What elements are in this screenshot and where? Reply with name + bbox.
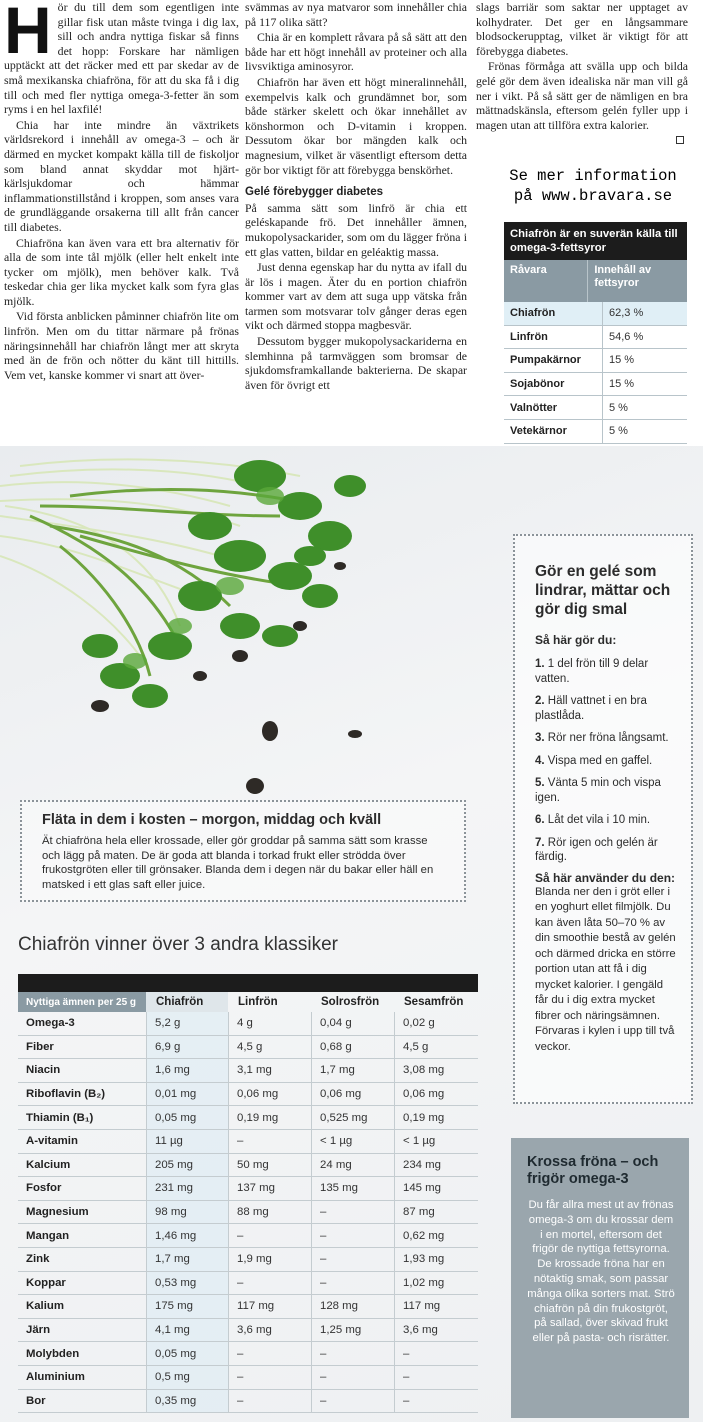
omega3-table-header: Råvara Innehåll av fettsyror — [504, 260, 687, 302]
nutrient-value: < 1 µg — [394, 1130, 478, 1153]
table-row — [18, 1201, 478, 1225]
paragraph: Chia är en komplett råvara på så sätt att den både har ett högt innehåll av proteiner och alla livsviktiga aminosyror. — [245, 30, 467, 74]
nutrient-value: 1,7 mg — [146, 1248, 228, 1271]
omega3-table-title: Chiafrön är en suverän källa till omega-3-fettsyror — [504, 222, 687, 260]
table-row — [18, 1390, 478, 1414]
paragraph: På samma sätt som linfrö är chia ett geléskapande frö. Det innehåller ämnen, mukopolysackarider, som om du lägger fröna i ett glas vatten, bildar en geléaktig massa. — [245, 200, 467, 259]
nutrient-value: – — [311, 1342, 394, 1365]
list-item: 1. 1 del frön till 9 delar vatten. — [535, 658, 649, 685]
nutrient-value: – — [311, 1248, 394, 1271]
nutrient-value: 11 µg — [146, 1130, 228, 1153]
nutrient-value: 0,53 mg — [146, 1272, 228, 1295]
nutrient-value: – — [311, 1224, 394, 1247]
nutrient-value: 0,525 mg — [311, 1106, 394, 1129]
nutrient-name: Kalium — [26, 1300, 64, 1313]
nutrient-value: – — [311, 1272, 394, 1295]
nutrient-value: – — [228, 1366, 311, 1389]
nutrient-value: 117 mg — [394, 1295, 478, 1318]
crush-seeds-title: Krossa fröna – och frigör omega-3 — [527, 1154, 659, 1187]
nutrient-value: 4,1 mg — [146, 1319, 228, 1342]
nutrient-value: 0,62 mg — [394, 1224, 478, 1247]
nutrient-value: 0,01 mg — [146, 1083, 228, 1106]
table-row: Pumpakärnor 15 % — [504, 349, 687, 373]
list-item: 6. Låt det vila i 10 min. — [535, 814, 651, 826]
nutrient-value: 1,6 mg — [146, 1059, 228, 1082]
diet-tip-text: Ät chiafröna hela eller krossade, eller gör groddar på samma sätt som krasse och lägg på maten. De är goda att blanda i torkad frukt eller strödda över frukostgröten eller till grönsaker. Blanda dem i degen när du bakar eller häll en matsked i ett glas saft eller juice. — [42, 835, 434, 891]
table-row — [18, 1248, 478, 1272]
nutrient-value: 6,9 g — [146, 1036, 228, 1059]
nutrient-name: Riboflavin (B₂) — [26, 1088, 106, 1101]
nutrient-value: 145 mg — [394, 1177, 478, 1200]
recipe-how-heading: Så här gör du: — [535, 633, 617, 647]
nutrient-value: – — [228, 1224, 311, 1247]
nutrient-name: Fosfor — [26, 1182, 62, 1195]
crush-seeds-box — [511, 1138, 689, 1418]
omega3-table — [504, 222, 687, 444]
nutrient-value: 231 mg — [146, 1177, 228, 1200]
drop-cap: H — [4, 0, 52, 67]
nutrient-value: 1,25 mg — [311, 1319, 394, 1342]
nutrient-value: 0,05 mg — [146, 1106, 228, 1129]
list-item: 4. Vispa med en gaffel. — [535, 754, 653, 767]
article-column-2 — [245, 0, 467, 393]
nutrient-name: Zink — [26, 1253, 50, 1266]
table-row — [18, 1106, 478, 1130]
nutrient-value: 1,9 mg — [228, 1248, 311, 1271]
nutrient-value: – — [228, 1272, 311, 1295]
paragraph: Just denna egenskap har du nytta av ifall du är lös i magen. Äter du en portion chiafrön kommer vart av dem att suga upp vätska från tarmen som motsvarar tolv gånger deras egen vikt och därmed stoppa magbesvär. — [245, 260, 467, 333]
nutrient-value: – — [311, 1390, 394, 1413]
nutrient-value: 0,35 mg — [146, 1390, 228, 1413]
nutrient-value: 3,1 mg — [228, 1059, 311, 1082]
nutrient-value: 0,05 mg — [146, 1342, 228, 1365]
nutrient-value: 3,08 mg — [394, 1059, 478, 1082]
table-row — [18, 1177, 478, 1201]
table-row — [18, 1059, 478, 1083]
paragraph: Chiafröna kan även vara ett bra alternativ för alla de som inte tål mjölk (eller helt enkelt inte tycker om mjölk), men behöver kalk. Två teskedar chia ger lika mycket kalk som fyra glas mjölk. — [4, 235, 239, 308]
table-row — [18, 1083, 478, 1107]
nutrient-name: Bor — [26, 1394, 46, 1407]
nutrient-value: 175 mg — [146, 1295, 228, 1318]
table-row — [18, 1224, 478, 1248]
nutrient-value: – — [394, 1366, 478, 1389]
nutrient-name: Kalcium — [26, 1158, 71, 1171]
nutrient-value: 135 mg — [311, 1177, 394, 1200]
table-row: Valnötter 5 % — [504, 396, 687, 420]
nutrient-value: 5,2 g — [146, 1012, 228, 1035]
paragraph: Hör du till dem som egentligen inte gillar fisk utan måste tvinga i dig lax, sill och andra nyttiga fiskar så finns det hopp: Forskare har nämligen upptäckt att det räcker med ett par skedar av de små mexikanska chiafröna, för att du ska få i dig till och med fler nyttiga omega-3-fetter än som ryms i en hel laxfilé! — [4, 0, 239, 117]
nutrient-value: 24 mg — [311, 1154, 394, 1177]
nutrient-value: 234 mg — [394, 1154, 478, 1177]
nutrition-table-title: Chiafrön vinner över 3 andra klassiker — [18, 934, 338, 955]
diet-tip-title: Fläta in dem i kosten – morgon, middag och kväll — [42, 812, 382, 828]
see-more-link[interactable]: Se mer information på www.bravara.se — [509, 167, 677, 205]
nutrient-name: Fiber — [26, 1040, 54, 1053]
nutrient-name: Järn — [26, 1324, 51, 1337]
nutrient-value: 0,06 mg — [394, 1083, 478, 1106]
nutrient-value: – — [394, 1390, 478, 1413]
nutrient-value: 98 mg — [146, 1201, 228, 1224]
nutrient-value: 50 mg — [228, 1154, 311, 1177]
table-row: Linfrön 54,6 % — [504, 326, 687, 350]
recipe-box — [513, 534, 693, 1104]
nutrient-value: 0,68 g — [311, 1036, 394, 1059]
nutrient-value: < 1 µg — [311, 1130, 394, 1153]
table-row — [18, 1036, 478, 1060]
nutrient-name: Koppar — [26, 1276, 66, 1289]
table-row — [18, 1295, 478, 1319]
table-row: Sojabönor 15 % — [504, 373, 687, 397]
chia-sprouts-image — [0, 446, 400, 806]
paragraph: Frönas förmåga att svälla upp och bilda gelé gör dem även idealiska när man vill gå ner i vikt. På så sätt ger de nämligen en bra mättnadskänsla, eftersom gelén fyller upp i magen utan att tillföra extra kalorier. — [476, 59, 688, 132]
nutrient-value: 205 mg — [146, 1154, 228, 1177]
nutrient-value: 137 mg — [228, 1177, 311, 1200]
nutrient-name: Molybden — [26, 1347, 80, 1360]
article-column-3 — [476, 0, 688, 149]
nutrient-value: 0,06 mg — [228, 1083, 311, 1106]
nutrient-value: – — [394, 1342, 478, 1365]
list-item: 7. Rör igen och gelén är färdig. — [535, 836, 658, 863]
paragraph: Chiafrön har även ett högt mineralinnehåll, exempelvis kalk och grundämnet bor, som både stärker skelett och ökar innehållet av könshormon och D-vitamin i kroppen. Dessutom ökar bor mängden kalk och magnesium, vilket är väsentligt eftersom detta gör bor viktigt för att förebygga benskörhet. — [245, 74, 467, 177]
table-row — [18, 1366, 478, 1390]
nutrient-value: 1,93 mg — [394, 1248, 478, 1271]
nutrient-value: – — [228, 1390, 311, 1413]
paragraph: Dessutom bygger mukopolysackariderna en slemhinna på tarmväggen som bromsar de sjukdomsframkallande bakterierna. De skapar även för övrigt ett — [245, 334, 467, 392]
nutrient-value: 1,7 mg — [311, 1059, 394, 1082]
nutrient-name: Omega-3 — [26, 1017, 75, 1030]
nutrient-value: 4,5 g — [394, 1036, 478, 1059]
nutrient-value: – — [228, 1130, 311, 1153]
nutrient-value: 4 g — [228, 1012, 311, 1035]
nutrient-value: – — [311, 1201, 394, 1224]
table-row — [18, 1154, 478, 1178]
end-mark-icon — [676, 136, 684, 144]
nutrient-name: Aluminium — [26, 1371, 85, 1384]
recipe-use-text: Blanda ner den i gröt eller i en yoghurt ellet filmjölk. Du kan även låta 50–70 % av din smoothie bestå av gelén och därmed dricka en större portion utan att få i dig mycket kalorier. I gengäld får du i dig extra mycket fibrer och näringsämnen. Förvaras i kylen i upp till två veckor. — [535, 885, 676, 1053]
table-row: Chiafrön 62,3 % — [504, 302, 687, 326]
nutrient-value: 0,5 mg — [146, 1366, 228, 1389]
paragraph: slags barriär som saktar ner upptaget av kolhydrater. Det ger en långsammare blodsockerupptag, vilket är viktigt för att förebygga diabetes. — [476, 0, 688, 58]
table-row: Vetekärnor 5 % — [504, 420, 687, 444]
subheading: Gelé förebygger diabetes — [245, 186, 384, 199]
recipe-steps — [535, 657, 679, 865]
article-column-1 — [4, 0, 239, 383]
table-row — [18, 1342, 478, 1366]
diet-tip-box — [20, 800, 466, 902]
paragraph: svämmas av nya matvaror som innehåller chia på 117 olika sätt? — [245, 0, 467, 29]
nutrient-name: Niacin — [26, 1064, 61, 1077]
nutrient-name: Mangan — [26, 1229, 70, 1242]
table-row — [18, 1130, 478, 1154]
crush-seeds-text: Du får allra mest ut av frönas omega-3 om du krossar dem i en mortel, eftersom det frigör de nyttiga fettsyrorna. De krossade fröna har en nötaktig smak, som passar många olika sorters mat. Strö chiafrön på din frukostgröt, på sallad, över skivad frukt eller på pasta- och risrätter. — [527, 1199, 675, 1345]
article-text-section — [0, 0, 703, 446]
nutrient-value: – — [228, 1342, 311, 1365]
nutrition-table-header: Nyttiga ämnen per 25 g Chiafrön Linfrön Solrosfrön Sesamfrön — [18, 992, 478, 1012]
nutrient-value: 87 mg — [394, 1201, 478, 1224]
nutrient-value: 0,02 g — [394, 1012, 478, 1035]
nutrient-value: 1,46 mg — [146, 1224, 228, 1247]
recipe-use-heading: Så här använder du den: — [535, 870, 676, 885]
nutrient-value: 0,19 mg — [394, 1106, 478, 1129]
paragraph: Chia har inte mindre än växtrikets världsrekord i innehåll av omega-3 – och är därmed en mycket kompakt källa till de fiskoljor som bland annat skyddar mot hjärt-kärlsjukdomar och hämmar inflammationstillstånd i kroppen, som anses vara de grundläggande orsakerna till allt från cancer till diabetes. — [4, 117, 239, 234]
nutrient-value: 3,6 mg — [228, 1319, 311, 1342]
table-row — [18, 1319, 478, 1343]
list-item: 2. Häll vattnet i en bra plastlåda. — [535, 695, 647, 722]
nutrient-name: A-vitamin — [26, 1135, 78, 1148]
nutrient-value: 0,06 mg — [311, 1083, 394, 1106]
nutrient-value: 117 mg — [228, 1295, 311, 1318]
nutrient-value: 88 mg — [228, 1201, 311, 1224]
recipe-title: Gör en gelé som lindrar, mättar och gör dig smal — [535, 563, 671, 618]
nutrition-table-body — [18, 1012, 478, 1413]
nutrient-value: – — [311, 1366, 394, 1389]
nutrient-value: 3,6 mg — [394, 1319, 478, 1342]
table-top-bar — [18, 974, 478, 992]
nutrient-value: 4,5 g — [228, 1036, 311, 1059]
nutrition-table — [18, 974, 478, 1413]
nutrient-name: Magnesium — [26, 1206, 89, 1219]
paragraph: Vid första anblicken påminner chiafrön lite om linfrön. Men om du tittar närmare på frönas näringsinnehåll har chiafrön långt mer att skryta med än de frön och nötter du känt till hittills. Vem vet, kanske kommer vi snart att över- — [4, 309, 239, 382]
nutrient-name: Thiamin (B₁) — [26, 1111, 94, 1124]
list-item: 3. Rör ner fröna långsamt. — [535, 732, 669, 744]
table-row — [18, 1012, 478, 1036]
nutrient-value: 0,04 g — [311, 1012, 394, 1035]
nutrient-value: 128 mg — [311, 1295, 394, 1318]
nutrient-value: 0,19 mg — [228, 1106, 311, 1129]
nutrient-value: 1,02 mg — [394, 1272, 478, 1295]
list-item: 5. Vänta 5 min och vispa igen. — [535, 777, 661, 804]
table-row — [18, 1272, 478, 1296]
